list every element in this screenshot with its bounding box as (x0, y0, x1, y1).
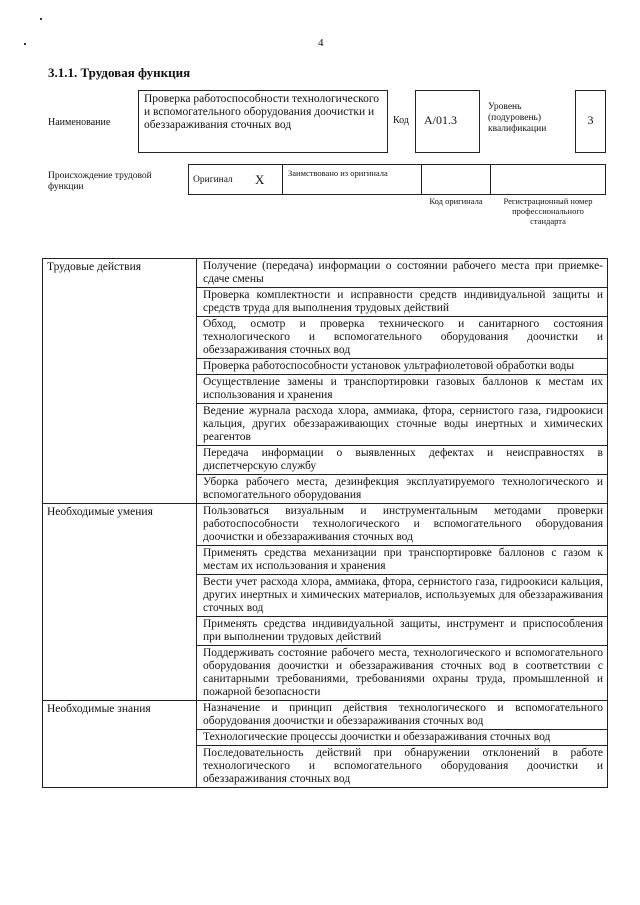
original-label: Оригинал (193, 175, 233, 185)
name-label: Наименование (48, 117, 111, 128)
table-row (43, 259, 608, 288)
list-item: Поддерживать состояние рабочего места, технологического и вспомогательного оборудования доочистки и обеззараживания сточных вод в соответствии с санитарными требованиями, требованиями охраны труда, промышленной и пожарной безопасности (197, 646, 608, 701)
list-item: Ведение журнала расхода хлора, аммиака, фтора, сернистого газа, гидроокиси кальция, других обеззараживающих сточные воды инертных и химических реагентов (197, 404, 608, 446)
level-value: 3 (587, 113, 594, 127)
list-item: Передача информации о выявленных дефектах и неисправностях в диспетчерскую службу (197, 446, 608, 475)
section-title-knowledge: Необходимые знания (43, 701, 197, 788)
list-item: Пользоваться визуальным и инструментальным методами проверки работоспособности технологического и вспомогательного оборудования доочистки и обеззараживания сточных вод (197, 504, 608, 546)
scan-mark (40, 18, 42, 20)
borrowed-label: Заимствовано из оригинала (288, 168, 388, 178)
list-item: Применять средства механизации при транспортировке баллонов с газом к местам их использования и хранения (197, 546, 608, 575)
origin-original-cell (188, 164, 283, 195)
section-title-actions: Трудовые действия (43, 259, 197, 504)
function-name-box: Проверка работоспособности технологического и вспомогательного оборудования доочистки и обеззараживания сточных вод (138, 90, 388, 153)
labor-function-table (42, 258, 608, 788)
page-number: 4 (318, 37, 324, 49)
code-label: Код (393, 115, 409, 126)
origin-code-cell (421, 164, 491, 195)
original-mark: X (255, 172, 265, 187)
list-item: Вести учет расхода хлора, аммиака, фтора, сернистого газа, гидроокиси кальция, других инертных и химических материалов, используемых для обеззараживания сточных вод (197, 575, 608, 617)
table-row (43, 504, 608, 546)
table-row (43, 701, 608, 730)
scan-mark (24, 43, 26, 45)
origin-reg-cell (490, 164, 606, 195)
reg-number-caption: Регистрационный номер профессионального стандарта (503, 196, 593, 226)
list-item: Обход, осмотр и проверка технического и санитарного состояния технологического и вспомогательного оборудования доочистки и обеззараживания сточных вод (197, 317, 608, 359)
level-label: Уровень (подуровень) квалификации (488, 102, 547, 134)
list-item: Назначение и принцип действия технологического и вспомогательного оборудования доочистки и обеззараживания сточных вод (197, 701, 608, 730)
section-title-skills: Необходимые умения (43, 504, 197, 701)
list-item: Осуществление замены и транспортировки газовых баллонов к местам их использования и хранения (197, 375, 608, 404)
code-value: А/01.3 (424, 113, 457, 127)
list-item: Проверка комплектности и исправности средств индивидуальной защиты и средств труда для выполнения трудовых действий (197, 288, 608, 317)
origin-borrowed-cell (282, 164, 422, 195)
list-item: Применять средства индивидуальной защиты, инструмент и приспособления при выполнении трудовых действий (197, 617, 608, 646)
origin-label: Происхождение трудовой функции (48, 171, 152, 192)
level-box (575, 90, 606, 153)
code-original-caption: Код оригинала (429, 196, 483, 206)
list-item: Последовательность действий при обнаружении отклонений в работе технологического и вспомогательного оборудования доочистки и обеззараживания сточных вод (197, 746, 608, 788)
code-box (415, 90, 480, 153)
section-title: 3.1.1. Трудовая функция (48, 65, 191, 80)
list-item: Получение (передача) информации о состоянии рабочего места при приемке-сдаче смены (197, 259, 608, 288)
list-item: Проверка работоспособности установок ультрафиолетовой обработки воды (197, 359, 608, 375)
list-item: Уборка рабочего места, дезинфекция эксплуатируемого технологического и вспомогательного оборудования (197, 475, 608, 504)
list-item: Технологические процессы доочистки и обеззараживания сточных вод (197, 730, 608, 746)
